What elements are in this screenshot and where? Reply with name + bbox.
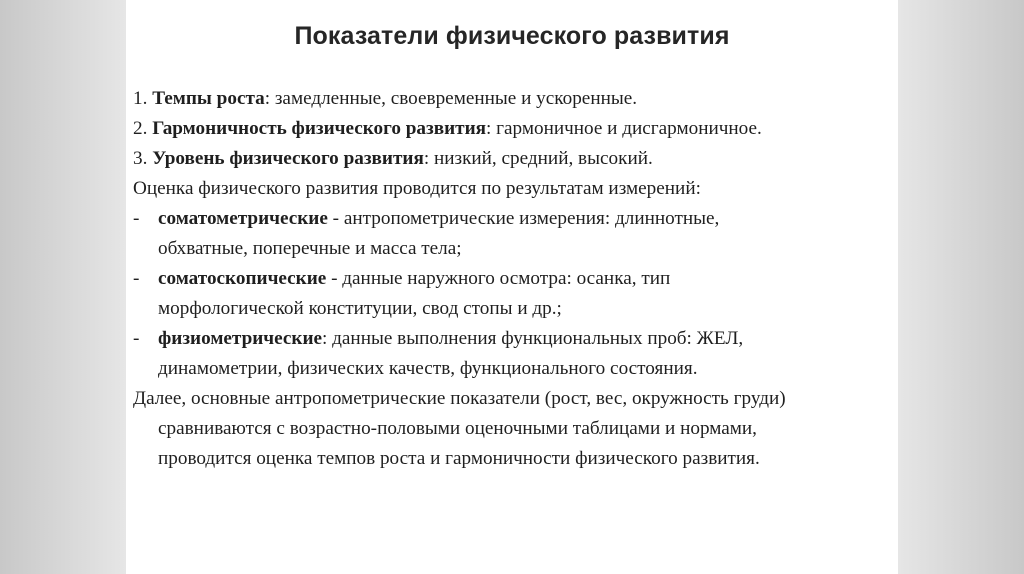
bullet-item	[133, 324, 873, 384]
bullet-description: : данные выполнения функциональных проб: ЖЕЛ,	[322, 328, 744, 349]
item-number: 2.	[133, 118, 148, 139]
bullet-line: динамометрии, физических качеств, функционального состояния.	[158, 358, 698, 379]
dash-marker: -	[133, 268, 140, 289]
conclusion-line: Далее, основные антропометрические показатели (рост, вес, окружность груди)	[133, 388, 786, 409]
bullet-line: морфологической конституции, свод стопы и др.;	[158, 298, 562, 319]
dash-marker: -	[133, 208, 140, 229]
slide-title: Показатели физического развития	[294, 22, 730, 50]
item-number: 1.	[133, 88, 148, 109]
dash-marker: -	[133, 328, 140, 349]
slide-body	[133, 84, 873, 474]
bullet-item	[133, 264, 873, 324]
slide	[126, 0, 898, 574]
assessment-intro: Оценка физического развития проводится по результатам измерений:	[133, 178, 701, 199]
item-description: : замедленные, своевременные и ускоренные.	[264, 88, 638, 109]
item-term: Гармоничность физического развития	[152, 118, 487, 139]
bullet-line	[158, 264, 873, 294]
bullet-line	[158, 324, 873, 354]
bullet-term: соматоскопические	[158, 268, 327, 289]
conclusion-line: сравниваются с возрастно-половыми оценочными таблицами и нормами,	[158, 418, 757, 439]
bullet-line: обхватные, поперечные и масса тела;	[158, 238, 462, 259]
bullet-description: - антропометрические измерения: длиннотные,	[327, 208, 720, 229]
list-item	[133, 114, 873, 144]
item-description: : низкий, средний, высокий.	[423, 148, 653, 169]
conclusion-line: проводится оценка темпов роста и гармоничности физического развития.	[158, 448, 760, 469]
bullet-line	[158, 204, 873, 234]
item-term: Темпы роста	[152, 88, 265, 109]
bullet-item	[133, 204, 873, 264]
bullet-description: - данные наружного осмотра: осанка, тип	[326, 268, 671, 289]
item-term: Уровень физического развития	[152, 148, 424, 169]
item-number: 3.	[133, 148, 148, 169]
list-item	[133, 144, 873, 174]
bullet-term: соматометрические	[158, 208, 328, 229]
bullet-term: физиометрические	[158, 328, 323, 349]
item-description: : гармоничное и дисгармоничное.	[486, 118, 762, 139]
list-item	[133, 84, 873, 114]
